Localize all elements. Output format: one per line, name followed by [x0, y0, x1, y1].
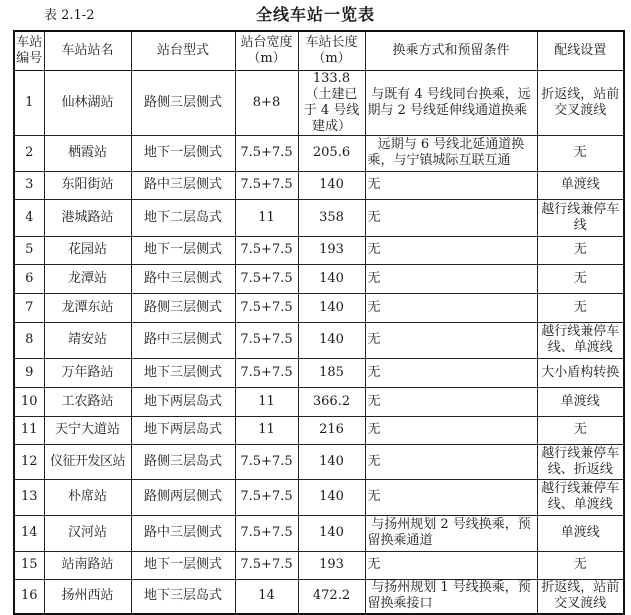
cell-transfer-condition: 与扬州规划 1 号线换乘，预留换乘接口 [365, 579, 537, 614]
cell-station-length: 140 [298, 293, 365, 322]
cell-transfer-condition: 无 [365, 293, 537, 322]
table-row [14, 579, 624, 614]
table-row [14, 264, 624, 293]
table-row [14, 236, 624, 264]
cell-station-length: 140 [298, 444, 365, 479]
cell-platform-width: 11 [235, 199, 298, 236]
cell-station-no: 14 [14, 515, 44, 551]
cell-transfer-condition: 与既有 4 号线同台换乘，远期与 2 号线延伸线通道换乘 [365, 70, 537, 135]
header-station-no: 车站 编号 [14, 31, 44, 70]
cell-station-no: 10 [14, 387, 44, 416]
cell-transfer-condition: 无 [365, 199, 537, 236]
cell-platform-type: 地下三层侧式 [131, 358, 235, 387]
cell-station-length: 216 [298, 416, 365, 444]
cell-platform-type: 路侧三层岛式 [131, 444, 235, 479]
cell-station-name: 天宁大道站 [44, 416, 131, 444]
cell-platform-width: 7.5+7.5 [235, 171, 298, 199]
cell-platform-type: 路侧两层侧式 [131, 479, 235, 515]
cell-platform-type: 路侧三层侧式 [131, 293, 235, 322]
cell-track-config: 单渡线 [537, 387, 624, 416]
table-row [14, 387, 624, 416]
cell-station-length: 133.8（土建已于 4 号线建成） [298, 70, 365, 135]
cell-station-length: 140 [298, 515, 365, 551]
table-row [14, 416, 624, 444]
header-platform-type: 站台型式 [131, 31, 235, 70]
cell-station-name: 东阳街站 [44, 171, 131, 199]
cell-station-length: 140 [298, 479, 365, 515]
cell-station-length: 472.2 [298, 579, 365, 614]
cell-station-name: 花园站 [44, 236, 131, 264]
cell-station-no: 2 [14, 135, 44, 171]
cell-station-length: 205.6 [298, 135, 365, 171]
cell-station-no: 9 [14, 358, 44, 387]
header-station-length: 车站长度 （m） [298, 31, 365, 70]
cell-track-config: 折返线，站前交叉渡线 [537, 70, 624, 135]
cell-platform-type: 地下一层侧式 [131, 551, 235, 579]
cell-platform-type: 路侧三层侧式 [131, 70, 235, 135]
cell-track-config: 越行线兼停车线、单渡线 [537, 479, 624, 515]
table-row [14, 551, 624, 579]
cell-track-config: 越行线兼停车线、单渡线 [537, 322, 624, 358]
table-header-row [14, 31, 624, 70]
cell-station-name: 扬州西站 [44, 579, 131, 614]
table-row [14, 293, 624, 322]
cell-platform-type: 路中三层侧式 [131, 264, 235, 293]
table-row [14, 70, 624, 135]
cell-transfer-condition: 无 [365, 416, 537, 444]
cell-transfer-condition: 无 [365, 479, 537, 515]
table-row [14, 135, 624, 171]
cell-platform-type: 地下两层岛式 [131, 416, 235, 444]
station-table [13, 30, 625, 615]
cell-transfer-condition: 与扬州规划 2 号线换乘，预留换乘通道 [365, 515, 537, 551]
cell-station-no: 5 [14, 236, 44, 264]
table-row [14, 322, 624, 358]
cell-platform-type: 地下二层岛式 [131, 199, 235, 236]
cell-platform-width: 7.5+7.5 [235, 444, 298, 479]
cell-platform-width: 7.5+7.5 [235, 236, 298, 264]
cell-track-config: 无 [537, 416, 624, 444]
cell-station-length: 366.2 [298, 387, 365, 416]
cell-station-no: 16 [14, 579, 44, 614]
cell-transfer-condition: 无 [365, 171, 537, 199]
cell-station-no: 6 [14, 264, 44, 293]
cell-track-config: 无 [537, 293, 624, 322]
cell-transfer-condition: 无 [365, 236, 537, 264]
cell-platform-type: 地下一层侧式 [131, 236, 235, 264]
cell-platform-width: 7.5+7.5 [235, 135, 298, 171]
cell-transfer-condition: 无 [365, 387, 537, 416]
cell-track-config: 大小盾构转换 [537, 358, 624, 387]
table-row [14, 515, 624, 551]
cell-station-name: 朴席站 [44, 479, 131, 515]
cell-track-config: 越行线兼停车线、折返线 [537, 444, 624, 479]
cell-station-no: 4 [14, 199, 44, 236]
cell-platform-width: 7.5+7.5 [235, 515, 298, 551]
table-caption-label: 表 2.1-2 [44, 8, 95, 23]
cell-platform-width: 11 [235, 387, 298, 416]
cell-station-length: 185 [298, 358, 365, 387]
cell-track-config: 无 [537, 236, 624, 264]
table-row [14, 444, 624, 479]
cell-station-name: 港城路站 [44, 199, 131, 236]
cell-station-length: 140 [298, 171, 365, 199]
cell-platform-type: 地下一层侧式 [131, 135, 235, 171]
cell-station-name: 站南路站 [44, 551, 131, 579]
header-platform-width: 站台宽度 （m） [235, 31, 298, 70]
cell-station-name: 万年路站 [44, 358, 131, 387]
cell-station-length: 193 [298, 551, 365, 579]
table-title: 全线车站一览表 [255, 5, 375, 24]
cell-station-no: 1 [14, 70, 44, 135]
cell-transfer-condition: 无 [365, 551, 537, 579]
cell-station-length: 140 [298, 322, 365, 358]
cell-platform-width: 14 [235, 579, 298, 614]
cell-transfer-condition: 无 [365, 264, 537, 293]
cell-platform-width: 8+8 [235, 70, 298, 135]
cell-station-name: 工农路站 [44, 387, 131, 416]
cell-platform-width: 7.5+7.5 [235, 264, 298, 293]
cell-track-config: 无 [537, 264, 624, 293]
cell-platform-width: 7.5+7.5 [235, 479, 298, 515]
cell-station-name: 汉河站 [44, 515, 131, 551]
cell-track-config: 无 [537, 135, 624, 171]
cell-station-name: 仙林湖站 [44, 70, 131, 135]
cell-transfer-condition: 远期与 6 号线北延通道换乘，与宁镇城际互联互通 [365, 135, 537, 171]
cell-station-length: 193 [298, 236, 365, 264]
cell-transfer-condition: 无 [365, 322, 537, 358]
cell-station-name: 龙潭东站 [44, 293, 131, 322]
cell-platform-type: 路中三层侧式 [131, 322, 235, 358]
header-transfer: 换乘方式和预留条件 [365, 31, 537, 70]
table-row [14, 199, 624, 236]
cell-station-no: 15 [14, 551, 44, 579]
cell-station-no: 13 [14, 479, 44, 515]
table-row [14, 171, 624, 199]
cell-track-config: 折返线，站前交叉渡线 [537, 579, 624, 614]
cell-station-name: 龙潭站 [44, 264, 131, 293]
cell-station-no: 11 [14, 416, 44, 444]
cell-station-length: 140 [298, 264, 365, 293]
cell-platform-type: 地下两层岛式 [131, 387, 235, 416]
cell-station-name: 栖霞站 [44, 135, 131, 171]
cell-platform-width: 7.5+7.5 [235, 322, 298, 358]
cell-platform-width: 7.5+7.5 [235, 358, 298, 387]
cell-station-no: 8 [14, 322, 44, 358]
cell-platform-type: 路中三层侧式 [131, 171, 235, 199]
cell-station-name: 靖安站 [44, 322, 131, 358]
cell-platform-width: 7.5+7.5 [235, 551, 298, 579]
cell-track-config: 单渡线 [537, 515, 624, 551]
header-track-config: 配线设置 [537, 31, 624, 70]
cell-station-name: 仪征开发区站 [44, 444, 131, 479]
cell-platform-type: 地下三层岛式 [131, 579, 235, 614]
header-station-name: 车站站名 [44, 31, 131, 70]
cell-platform-width: 7.5+7.5 [235, 293, 298, 322]
table-row [14, 479, 624, 515]
cell-station-length: 358 [298, 199, 365, 236]
cell-platform-type: 路中三层侧式 [131, 515, 235, 551]
cell-station-no: 7 [14, 293, 44, 322]
cell-station-no: 3 [14, 171, 44, 199]
cell-platform-width: 11 [235, 416, 298, 444]
cell-track-config: 无 [537, 551, 624, 579]
cell-track-config: 越行线兼停车线 [537, 199, 624, 236]
cell-track-config: 单渡线 [537, 171, 624, 199]
table-row [14, 358, 624, 387]
cell-transfer-condition: 无 [365, 444, 537, 479]
cell-transfer-condition: 无 [365, 358, 537, 387]
cell-station-no: 12 [14, 444, 44, 479]
table-body [14, 70, 624, 614]
